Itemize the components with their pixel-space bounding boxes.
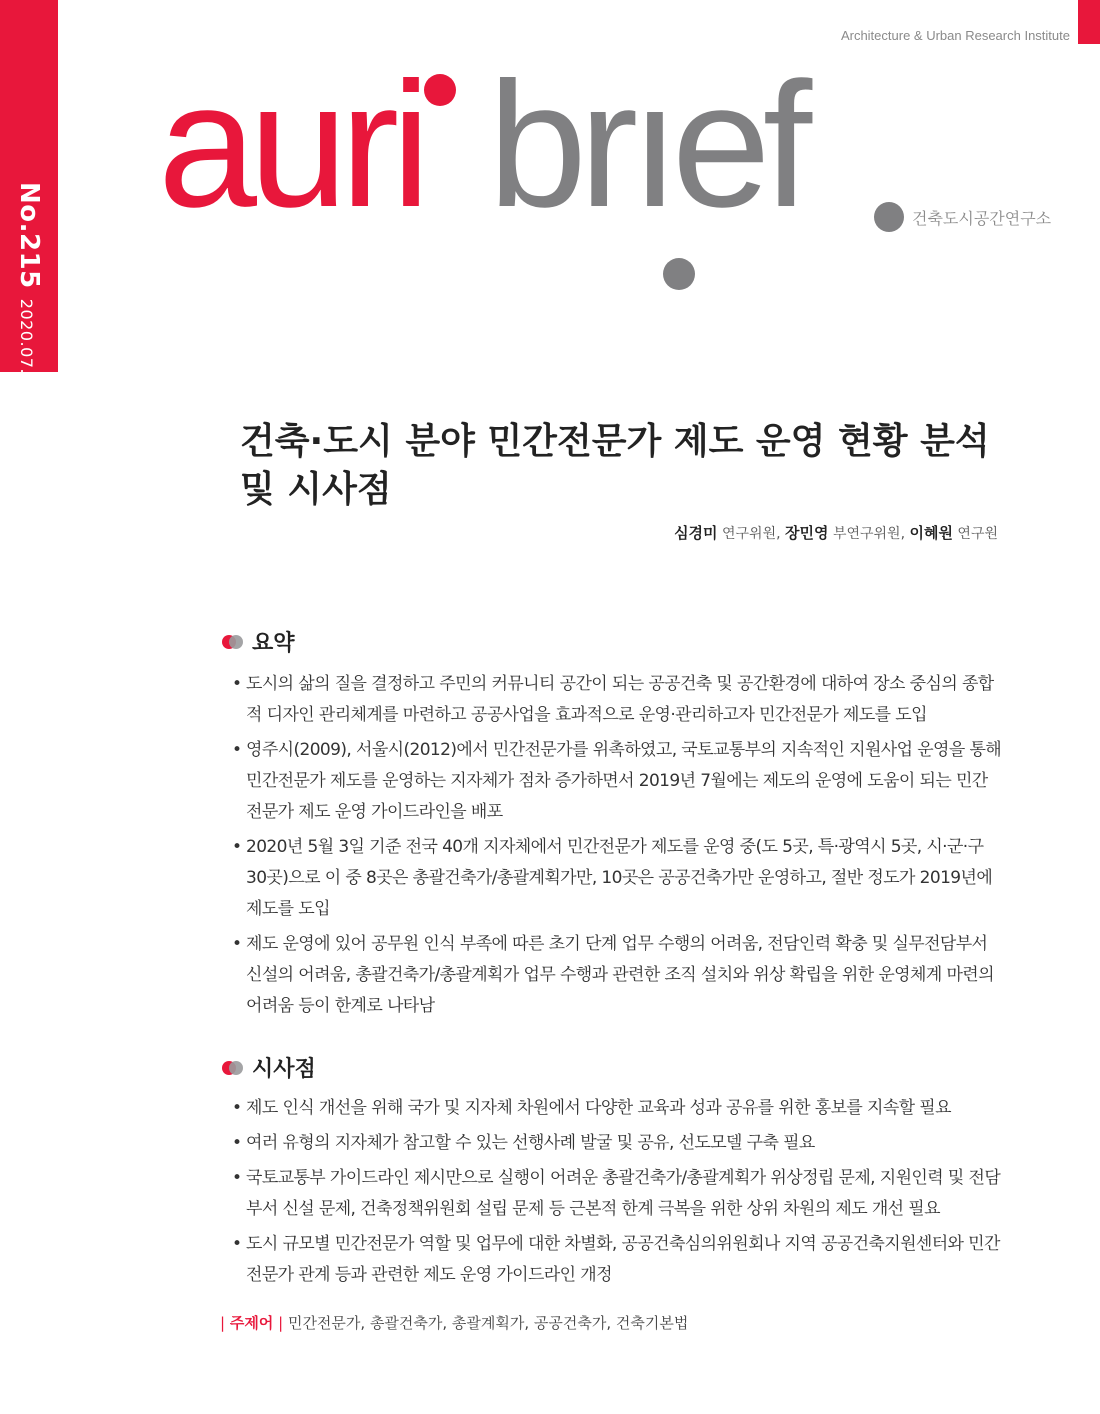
institute-name-en: Architecture & Urban Research Institute bbox=[840, 28, 1070, 43]
section-bullet-icon bbox=[222, 635, 244, 649]
summary-heading-text: 요약 bbox=[252, 631, 295, 656]
summary-list bbox=[232, 669, 1002, 1026]
author-role: 연구위원 bbox=[722, 526, 777, 542]
issue-info bbox=[14, 182, 44, 395]
implications-item: • 여러 유형의 지자체가 참고할 수 있는 선행사례 발굴 및 공유, 선도모델 구축 필요 bbox=[232, 1128, 1002, 1159]
summary-item: • 2020년 5월 3일 기준 전국 40개 지자체에서 민간전문가 제도를 운영 중(도 5곳, 특·광역시 5곳, 시·군·구 30곳)으로 이 중 8곳은 총괄건축가/총괄계획가만, 10곳은 공공건축가만 운영하고, 절반 정도가 2019년에 제도를 도입 bbox=[232, 832, 1002, 925]
implications-item: • 제도 인식 개선을 위해 국가 및 지자체 차원에서 다양한 교육과 성과 공유를 위한 홍보를 지속할 필요 bbox=[232, 1093, 1002, 1124]
keywords-line: | 주제어 | 민간전문가, 총괄건축가, 총괄계획가, 공공건축가, 건축기본법 bbox=[220, 1314, 689, 1332]
logo-red-dot bbox=[424, 74, 456, 106]
auri-brief-logo bbox=[158, 45, 918, 300]
issue-date: 2020.07.30 bbox=[17, 298, 36, 396]
logo-brief-text: brıef bbox=[488, 45, 805, 244]
implications-list bbox=[232, 1093, 1002, 1295]
report-title: 건축·도시 분야 민간전문가 제도 운영 현황 분석 및 시사점 bbox=[240, 421, 990, 510]
implications-heading-text: 시사점 bbox=[252, 1057, 316, 1082]
implications-heading bbox=[222, 1052, 316, 1083]
keywords-text: 민간전문가, 총괄건축가, 총괄계획가, 공공건축가, 건축기본법 bbox=[287, 1314, 689, 1332]
author-name: 이혜원 bbox=[909, 524, 953, 542]
summary-item: • 제도 운영에 있어 공무원 인식 부족에 따른 초기 단계 업무 수행의 어려움, 전담인력 확충 및 실무전담부서 신설의 어려움, 총괄건축가/총괄계획가 업무 수행과 관련한 조직 설치와 위상 확립을 위한 운영체계 마련의 어려움 등이 한계로 나타남 bbox=[232, 929, 1002, 1022]
logo-gray-dot-period bbox=[874, 202, 904, 232]
author-name: 심경미 bbox=[674, 524, 718, 542]
summary-item: • 도시의 삶의 질을 결정하고 주민의 커뮤니티 공간이 되는 공공건축 및 공간환경에 대하여 장소 중심의 종합적 디자인 관리체계를 마련하고 공공사업을 효과적으로 운영·관리하고자 민간전문가 제도를 도입 bbox=[232, 669, 1002, 731]
implications-item: • 국토교통부 가이드라인 제시만으로 실행이 어려운 총괄건축가/총괄계획가 위상정립 문제, 지원인력 및 전담부서 신설 문제, 건축정책위원회 설립 문제 등 근본적 한계 극복을 위한 상위 차원의 제도 개선 필요 bbox=[232, 1163, 1002, 1225]
authors-line: 심경미 연구위원, 장민영 부연구위원, 이혜원 연구원 bbox=[674, 524, 998, 542]
institute-name-ko: 건축도시공간연구소 bbox=[912, 209, 1052, 228]
logo-auri-text: auri bbox=[158, 45, 423, 244]
keywords-label: 주제어 bbox=[229, 1314, 274, 1332]
summary-item: • 영주시(2009), 서울시(2012)에서 민간전문가를 위촉하였고, 국토교통부의 지속적인 지원사업 운영을 통해 민간전문가 제도를 운영하는 지자체가 점차 증가하면서 2019년 7월에는 제도의 운영에 도움이 되는 민간전문가 제도 운영 가이드라인을 배포 bbox=[232, 735, 1002, 828]
corner-accent-tab bbox=[1078, 0, 1100, 44]
author-name: 장민영 bbox=[785, 524, 829, 542]
implications-item: • 도시 규모별 민간전문가 역할 및 업무에 대한 차별화, 공공건축심의위원회나 지역 공공건축지원센터와 민간전문가 관계 등과 관련한 제도 운영 가이드라인 개정 bbox=[232, 1229, 1002, 1291]
issue-number: No.215 bbox=[14, 182, 44, 289]
author-role: 부연구위원 bbox=[832, 526, 901, 542]
author-role: 연구원 bbox=[957, 526, 998, 542]
issue-side-tab bbox=[0, 0, 58, 396]
summary-heading bbox=[222, 626, 295, 657]
section-bullet-icon bbox=[222, 1061, 244, 1075]
logo-gray-dot-lower bbox=[663, 258, 695, 290]
